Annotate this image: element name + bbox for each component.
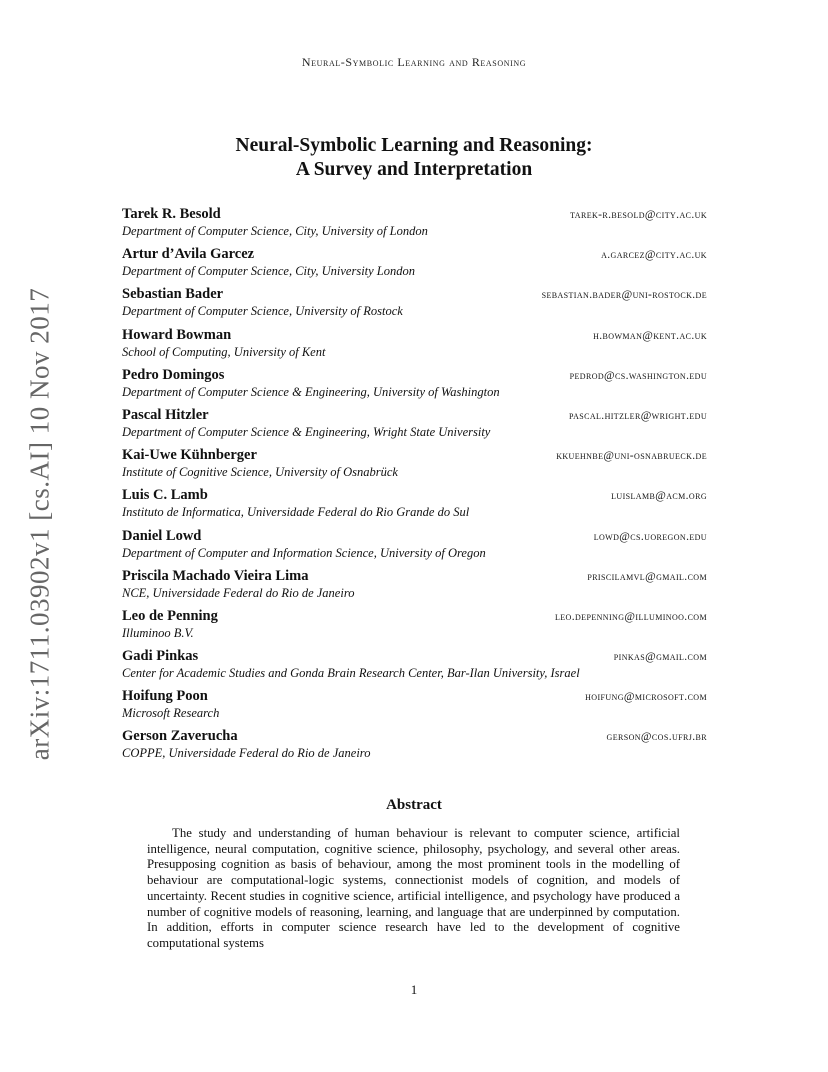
author-name: Priscila Machado Vieira Lima [122,567,309,584]
author-entry [122,406,707,446]
author-email[interactable]: tarek-r.besold@city.ac.uk [570,209,707,221]
author-email[interactable]: luislamb@acm.org [611,490,707,503]
author-affiliation: Department of Computer Science, University of Rostock [122,304,403,319]
author-email[interactable]: hoifung@microsoft.com [585,691,707,704]
author-email[interactable]: pedrod@cs.washington.edu [569,369,707,382]
author-entry [122,647,707,687]
author-name: Leo de Penning [122,607,218,624]
author-affiliation: Microsoft Research [122,706,220,721]
author-email[interactable]: kkuehnbe@uni-osnabrueck.de [556,450,707,463]
author-entry [122,687,707,727]
author-email[interactable]: pinkas@gmail.com [613,651,707,664]
abstract-heading: Abstract [386,797,442,813]
author-affiliation: Department of Computer Science & Engineering, University of Washington [122,384,500,399]
author-email[interactable]: gerson@cos.ufrj.br [606,731,707,744]
author-name: Artur d’Avila Garcez [122,246,255,263]
author-email[interactable]: sebastian.bader@uni-rostock.de [541,289,707,302]
author-entry [122,245,707,285]
author-affiliation: Instituto de Informatica, Universidade Federal do Rio Grande do Sul [122,505,470,520]
author-name: Hoifung Poon [122,688,208,705]
author-affiliation: NCE, Universidade Federal do Rio de Janeiro [122,585,355,600]
author-entry [122,727,707,767]
author-entry [122,527,707,567]
author-affiliation: COPPE, Universidade Federal do Rio de Janeiro [122,746,371,761]
author-name: Daniel Lowd [122,527,202,544]
author-affiliation: Department of Computer Science, City, University of London [122,224,428,238]
author-affiliation: Institute of Cognitive Science, University of Osnabrück [122,465,398,480]
author-affiliation: Department of Computer Science & Engineering, Wright State University [122,424,491,439]
author-entry [122,366,707,406]
author-entry [122,285,707,325]
author-name: Sebastian Bader [122,286,224,303]
author-affiliation: School of Computing, University of Kent [122,344,326,359]
author-affiliation: Illuminoo B.V. [122,625,194,640]
running-head: Neural-Symbolic Learning and Reasoning [301,55,527,69]
paper-title [0,134,828,182]
page-number: 1 [410,982,418,997]
author-entry [122,205,707,245]
abstract-text: The study and understanding of human behaviour is relevant to computer science, artificial intelligence, neural computation, cognitive science, philosophy, psychology, and several other areas. Presupposing cognition as basis of behaviour, among the most prominent tools in the modelling of behaviour are computational-logic systems, connectionist models of cognition, and models of uncertainty. Recent studies in cognitive science, artificial intelligence, and psychology have produced a number of cognitive models of reasoning, learning, and language that are underpinned by computation. In addition, efforts in computer science research have led to the development of cognitive computational systems [147,826,680,950]
author-entry [122,567,707,607]
author-entry [122,446,707,486]
author-entry [122,607,707,647]
author-email[interactable]: pascal.hitzler@wright.edu [568,409,707,422]
author-name: Pedro Domingos [122,366,225,383]
author-name: Gerson Zaverucha [122,728,238,745]
author-entry [122,326,707,366]
arxiv-identifier-stamp: arXiv:1711.03902v1 [cs.AI] 10 Nov 2017 [24,287,55,761]
author-name: Kai-Uwe Kühnberger [122,447,257,464]
title-line-2: A Survey and Interpretation [295,159,533,180]
author-email[interactable]: priscilamvl@gmail.com [587,570,707,583]
author-email[interactable]: leo.depenning@illuminoo.com [554,610,707,623]
author-name: Gadi Pinkas [122,648,199,665]
author-email[interactable]: a.garcez@city.ac.uk [601,249,707,262]
author-affiliation: Department of Computer Science, City, University London [122,264,416,279]
author-name: Tarek R. Besold [122,206,221,222]
author-name: Howard Bowman [122,326,232,343]
author-list [122,205,707,768]
author-entry [122,486,707,526]
title-line-1: Neural-Symbolic Learning and Reasoning: [235,135,593,156]
author-affiliation: Center for Academic Studies and Gonda Brain Research Center, Bar-Ilan University, Israel [122,666,580,681]
author-name: Luis C. Lamb [122,487,208,504]
author-email[interactable]: lowd@cs.uoregon.edu [593,530,707,543]
author-affiliation: Department of Computer and Information Science, University of Oregon [122,545,486,560]
author-email[interactable]: h.bowman@kent.ac.uk [593,329,707,342]
author-name: Pascal Hitzler [122,406,209,423]
